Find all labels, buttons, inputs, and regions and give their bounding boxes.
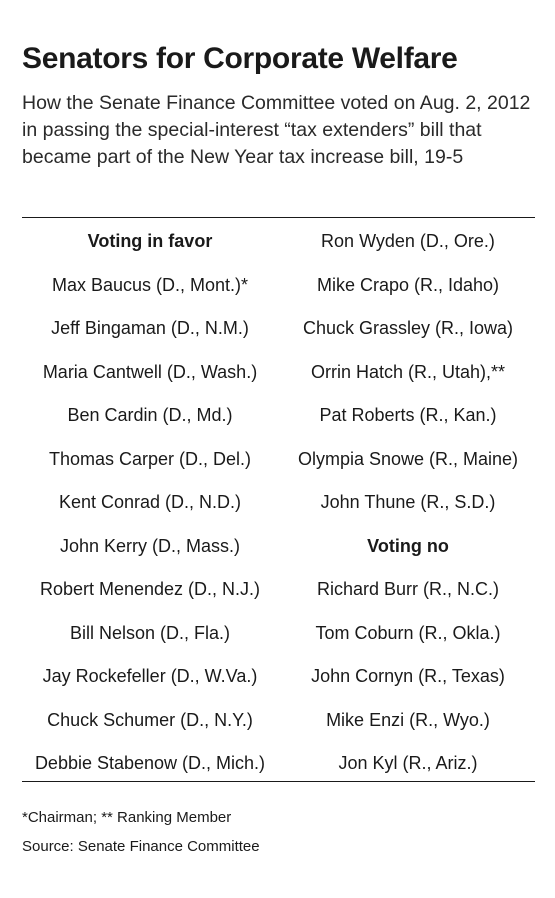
right-row: John Thune (R., S.D.) <box>320 492 496 512</box>
top-divider <box>22 217 535 218</box>
right-column <box>278 220 538 786</box>
left-row: Debbie Stabenow (D., Mich.) <box>34 753 266 773</box>
right-row: Jon Kyl (R., Ariz.) <box>338 753 478 773</box>
left-row: Max Baucus (D., Mont.)* <box>51 274 249 295</box>
left-row: Maria Cantwell (D., Wash.) <box>42 361 258 382</box>
source-note: Source: Senate Finance Committee <box>22 838 260 855</box>
page-title: Senators for Corporate Welfare <box>22 42 458 75</box>
right-row: Orrin Hatch (R., Utah),** <box>310 361 506 382</box>
column-header: Voting in favor <box>87 231 213 251</box>
right-row: Mike Crapo (R., Idaho) <box>316 274 500 295</box>
right-row: Richard Burr (R., N.C.) <box>316 579 500 599</box>
bottom-divider <box>22 781 535 782</box>
left-row: Chuck Schumer (D., N.Y.) <box>47 709 253 730</box>
left-row: Thomas Carper (D., Del.) <box>48 448 252 469</box>
column-header: Voting no <box>367 535 449 556</box>
right-row: Ron Wyden (D., Ore.) <box>321 231 495 251</box>
left-row: Jay Rockefeller (D., W.Va.) <box>42 666 258 686</box>
left-row: John Kerry (D., Mass.) <box>59 535 241 556</box>
left-row: Robert Menendez (D., N.J.) <box>39 579 261 599</box>
right-row: Pat Roberts (R., Kan.) <box>319 405 497 425</box>
right-row: Mike Enzi (R., Wyo.) <box>326 709 490 730</box>
left-row: Kent Conrad (D., N.D.) <box>58 492 242 512</box>
right-row: Olympia Snowe (R., Maine) <box>297 448 519 469</box>
right-row: Tom Coburn (R., Okla.) <box>315 622 501 643</box>
left-row: Jeff Bingaman (D., N.M.) <box>51 318 249 338</box>
left-row: Ben Cardin (D., Md.) <box>67 405 233 425</box>
page-subtitle: How the Senate Finance Committee voted on Aug. 2, 2012 in passing the special-interest “tax extenders” bill that became part of the New Year tax increase bill, 19-5 <box>22 92 531 168</box>
left-column <box>20 220 280 786</box>
footnote: *Chairman; ** Ranking Member <box>22 809 232 826</box>
left-row: Bill Nelson (D., Fla.) <box>69 622 231 643</box>
right-row: Chuck Grassley (R., Iowa) <box>302 318 514 338</box>
right-row: John Cornyn (R., Texas) <box>311 666 505 686</box>
